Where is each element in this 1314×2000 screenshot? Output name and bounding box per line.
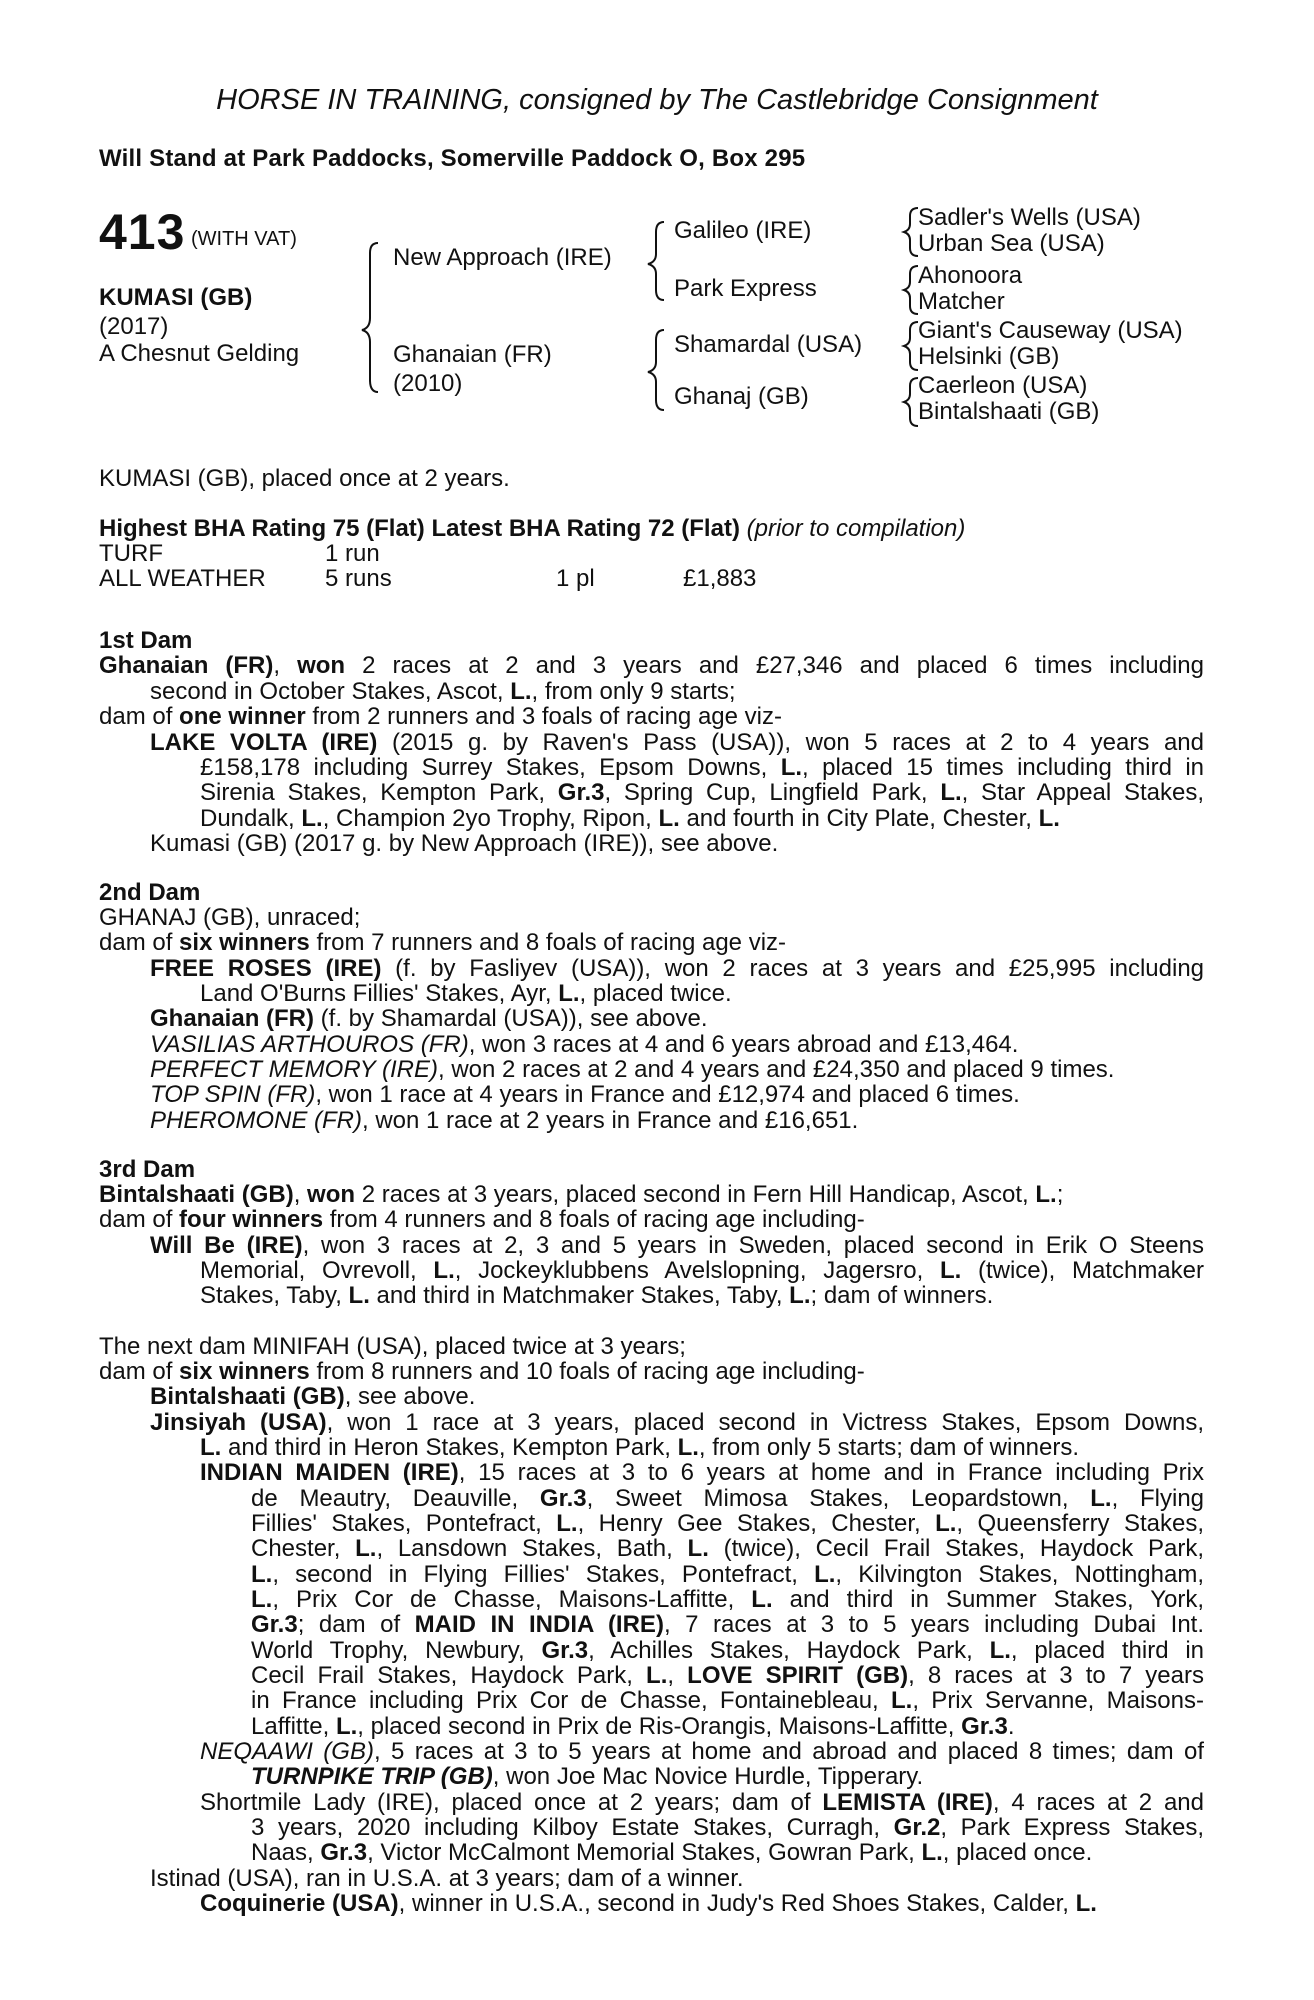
record-text: 2 races at 2 and 3 years and £27,346 and placed 6 times including — [345, 653, 1204, 679]
aw-placed: 1 pl — [556, 565, 595, 592]
record-line — [150, 1410, 1204, 1436]
record-line — [251, 1663, 1204, 1689]
record-text: World Trophy, Newbury, — [251, 1638, 542, 1664]
record-line — [251, 1486, 1204, 1512]
record-line — [200, 1460, 1204, 1486]
record-text: , won 2 races at 2 and 4 years and £24,350 and placed 9 times. — [438, 1056, 1115, 1083]
record-text: and third in Heron Stakes, Kempton Park, — [221, 1434, 678, 1461]
pedigree-ddd: Bintalshaati (GB) — [918, 398, 1100, 425]
record-text: L. — [939, 1258, 962, 1284]
record-text: dam of — [99, 703, 180, 730]
record-line — [99, 1157, 195, 1183]
record-text: six winners — [179, 1358, 310, 1385]
record-text: dam of — [99, 929, 180, 956]
pedigree-dam-dam: Ghanaj (GB) — [674, 383, 809, 410]
record-text: , from only 9 starts; — [531, 678, 736, 705]
record-line — [99, 704, 782, 730]
record-text: , from only 5 starts; dam of winners. — [698, 1434, 1080, 1461]
record-text: (f. by Fasliyev (USA)), won 2 races at 3 years and £25,995 including — [381, 956, 1204, 982]
record-line — [150, 730, 1204, 756]
record-line — [150, 1108, 858, 1134]
record-text: L. — [200, 1434, 222, 1461]
record-text: L. — [814, 1562, 836, 1588]
record-text: from 2 runners and 3 foals of racing age viz- — [305, 703, 782, 730]
record-text: dam of — [99, 1206, 180, 1233]
record-text: 1st Dam — [99, 627, 193, 654]
record-text: MAID IN INDIA (IRE) — [414, 1612, 664, 1638]
record-text: L. — [935, 1511, 957, 1537]
page-title: HORSE IN TRAINING, consigned by The Castlebridge Consignment — [216, 84, 1098, 116]
record-text: , placed third in — [1010, 1638, 1204, 1664]
record-line — [251, 1536, 1204, 1562]
record-text: , 5 races at 3 to 5 years at home and abroad and placed 8 times; dam of — [373, 1739, 1204, 1765]
record-line — [150, 1866, 744, 1892]
record-text: from 8 runners and 10 foals of racing age including- — [309, 1358, 865, 1385]
record-text: Bintalshaati (GB) — [150, 1383, 345, 1410]
record-text: L. — [989, 1638, 1011, 1664]
pedigree-dam-sire: Shamardal (USA) — [674, 331, 863, 358]
record-line — [99, 628, 192, 654]
pedigree-sds: Ahonoora — [918, 262, 1023, 289]
record-text: , won 1 race at 3 years, placed second in Victress Stakes, Epsom Downs, — [326, 1410, 1204, 1436]
record-line — [251, 1587, 1204, 1613]
record-text: and fourth in City Plate, Chester, — [679, 805, 1039, 832]
record-text: , Victor McCalmont Memorial Stakes, Gowran Park, — [367, 1839, 922, 1866]
record-text: LOVE SPIRIT (GB) — [687, 1663, 909, 1689]
record-text: in France including Prix Cor de Chasse, Fontainebleau, — [251, 1688, 892, 1714]
record-text: Gr.2 — [893, 1815, 941, 1841]
record-text: LAKE VOLTA (IRE) — [150, 730, 378, 756]
record-text: from 7 runners and 8 foals of racing age viz- — [309, 929, 787, 956]
record-text: INDIAN MAIDEN (IRE) — [200, 1460, 459, 1486]
record-text: , won 1 race at 2 years in France and £16,651. — [362, 1107, 859, 1134]
record-text: , Prix Servanne, Maisons- — [912, 1688, 1204, 1714]
record-text: second in October Stakes, Ascot, — [150, 678, 511, 705]
record-text: (twice), Matchmaker — [961, 1258, 1204, 1284]
record-text: L. — [921, 1839, 943, 1866]
record-text: Chester, — [251, 1536, 356, 1562]
record-line — [251, 1638, 1204, 1664]
record-text: PHEROMONE (FR) — [150, 1107, 362, 1134]
record-text: , won 3 races at 4 and 6 years abroad and £13,464. — [468, 1031, 1019, 1058]
record-text: from 4 runners and 8 foals of racing age including- — [323, 1206, 865, 1233]
record-text: TOP SPIN (FR) — [150, 1081, 316, 1108]
record-text: L. — [646, 1663, 668, 1689]
record-line — [99, 1359, 865, 1385]
record-text: , won 3 races at 2, 3 and 5 years in Sweden, placed second in Erik O Steens — [302, 1233, 1204, 1259]
horse-name: KUMASI (GB) — [99, 284, 253, 311]
record-text: L. — [335, 1713, 358, 1740]
record-text: , Kilvington Stakes, Nottingham, — [835, 1562, 1204, 1588]
record-text: L. — [355, 1536, 377, 1562]
record-text: (f. by Shamardal (USA)), see above. — [314, 1005, 708, 1032]
ratings-note: (prior to compilation) — [746, 515, 966, 542]
record-text: Ghanaian (FR) — [150, 1005, 315, 1032]
stand-location: Will Stand at Park Paddocks, Somerville Paddock O, Box 295 — [99, 145, 806, 172]
ratings-highest: Highest BHA Rating 75 (Flat) Latest BHA Rating 72 (Flat) — [99, 515, 740, 542]
record-line — [251, 1815, 1204, 1841]
record-line — [99, 1334, 686, 1360]
record-text: , — [667, 1663, 688, 1689]
pedigree-sire: New Approach (IRE) — [393, 244, 612, 271]
pedigree-dds: Caerleon (USA) — [918, 372, 1088, 399]
record-text: 2 races at 3 years, placed second in Fern Hill Handicap, Ascot, — [355, 1181, 1036, 1208]
record-text: won — [307, 1181, 356, 1208]
record-text: , second in Flying Fillies' Stakes, Pontefract, — [272, 1562, 815, 1588]
pedigree-ssd: Urban Sea (USA) — [918, 230, 1105, 257]
record-text: , placed second in Prix de Ris-Orangis, Maisons-Laffitte, — [357, 1713, 962, 1740]
record-text: L. — [687, 1536, 709, 1562]
record-text: , placed once. — [942, 1839, 1093, 1866]
record-text: , 8 races at 3 to 7 years — [908, 1663, 1204, 1689]
pedigree-sss: Sadler's Wells (USA) — [918, 204, 1141, 231]
record-text: Gr.3 — [320, 1839, 368, 1866]
pedigree-dam: Ghanaian (FR) — [393, 341, 552, 368]
record-text: Gr.3 — [539, 1486, 587, 1512]
record-line — [150, 956, 1204, 982]
record-text: (twice), Cecil Frail Stakes, Haydock Park, — [708, 1536, 1204, 1562]
record-text: , Star Appeal Stakes, — [961, 780, 1204, 806]
record-text: Istinad (USA), ran in U.S.A. at 3 years; dam of a winner. — [150, 1865, 744, 1892]
record-text: de Meautry, Deauville, — [251, 1486, 540, 1512]
pedigree-dam-year: (2010) — [393, 370, 463, 397]
record-text: Gr.3 — [541, 1638, 589, 1664]
record-text: Gr.3 — [961, 1713, 1008, 1740]
record-text: L. — [751, 1587, 773, 1613]
record-text: Ghanaian (FR) — [99, 653, 274, 679]
record-line — [150, 1082, 1020, 1108]
record-text: L. — [780, 755, 803, 781]
record-text: Laffitte, — [251, 1713, 336, 1740]
record-text: , Champion 2yo Trophy, Ripon, — [322, 805, 659, 832]
pedigree-sire-sire: Galileo (IRE) — [674, 217, 812, 244]
record-line — [200, 780, 1204, 806]
record-text: 3 years, 2020 including Kilboy Estate Stakes, Curragh, — [251, 1815, 894, 1841]
record-text: Will Be (IRE) — [150, 1233, 303, 1259]
record-line — [251, 1562, 1204, 1588]
record-text: , Henry Gee Stakes, Chester, — [577, 1511, 936, 1537]
record-text: L. — [251, 1587, 273, 1613]
record-text: Memorial, Ovrevoll, — [200, 1258, 434, 1284]
record-line — [251, 1688, 1204, 1714]
record-text: L. — [677, 1434, 699, 1461]
record-line — [99, 905, 360, 931]
turf-label: TURF — [99, 540, 163, 567]
record-line — [99, 880, 200, 906]
record-text: four winners — [179, 1206, 324, 1233]
record-text: , winner in U.S.A., second in Judy's Red Shoes Stakes, Calder, — [398, 1890, 1076, 1917]
record-text: Gr.3 — [251, 1612, 298, 1638]
horse-summary: KUMASI (GB), placed once at 2 years. — [99, 465, 510, 492]
record-text: Dundalk, — [200, 805, 302, 832]
record-text: LEMISTA (IRE) — [822, 1790, 993, 1816]
aw-runs: 5 runs — [325, 565, 392, 592]
aw-label: ALL WEATHER — [99, 565, 266, 592]
record-text: L. — [940, 780, 962, 806]
record-text: Stakes, Taby, — [200, 1282, 349, 1309]
pedigree-sire-dam: Park Express — [674, 275, 817, 302]
record-text: L. — [510, 678, 532, 705]
record-text: Cecil Frail Stakes, Haydock Park, — [251, 1663, 647, 1689]
record-text: Fillies' Stakes, Pontefract, — [251, 1511, 557, 1537]
record-line — [200, 1790, 1204, 1816]
record-line — [150, 679, 736, 705]
record-text: L. — [558, 980, 580, 1007]
record-text: , won Joe Mac Novice Hurdle, Tipperary. — [492, 1763, 924, 1790]
record-text: , Lansdown Stakes, Bath, — [376, 1536, 688, 1562]
foaling-year: (2017) — [99, 313, 169, 340]
record-text: dam of — [99, 1358, 180, 1385]
record-line — [200, 1739, 1204, 1765]
record-line — [200, 1435, 1079, 1461]
record-text: ; dam of — [297, 1612, 415, 1638]
record-text: , 7 races at 3 to 5 years including Dubai Int. — [663, 1612, 1204, 1638]
record-text: and third in Matchmaker Stakes, Taby, — [369, 1282, 790, 1309]
vat-note: (WITH VAT) — [191, 228, 297, 250]
record-text: NEQAAWI (GB) — [200, 1739, 374, 1765]
record-text: six winners — [179, 929, 310, 956]
record-line — [150, 1057, 1114, 1083]
record-text: , 15 races at 3 to 6 years at home and in France including Prix — [458, 1460, 1204, 1486]
record-line — [200, 1283, 993, 1309]
turf-runs: 1 run — [325, 540, 380, 567]
record-line — [251, 1764, 923, 1790]
record-text: , Jockeyklubbens Avelslopning, Jagersro, — [454, 1258, 940, 1284]
record-text: L. — [658, 805, 680, 832]
record-text: Coquinerie (USA) — [200, 1890, 399, 1917]
record-text: (2015 g. by Raven's Pass (USA)), won 5 races at 2 to 4 years and — [377, 730, 1204, 756]
record-text: L. — [251, 1562, 273, 1588]
record-text: , 4 races at 2 and — [992, 1790, 1204, 1816]
record-text: Sirenia Stakes, Kempton Park, — [200, 780, 558, 806]
record-line — [251, 1840, 1092, 1866]
pedigree-sdd: Matcher — [918, 288, 1005, 315]
record-text: , — [293, 1181, 308, 1208]
record-line — [251, 1511, 1204, 1537]
record-text: , Prix Cor de Chasse, Maisons-Laffitte, — [272, 1587, 752, 1613]
record-text: , placed twice. — [579, 980, 732, 1007]
record-text: , — [273, 653, 298, 679]
record-text: ; dam of winners. — [810, 1282, 994, 1309]
record-text: Jinsiyah (USA) — [150, 1410, 327, 1436]
record-line — [150, 1032, 1018, 1058]
pedigree-dss: Giant's Causeway (USA) — [918, 317, 1183, 344]
record-text: L. — [789, 1282, 811, 1309]
record-line — [99, 653, 1204, 679]
record-text: , Spring Cup, Lingfield Park, — [604, 780, 941, 806]
record-line — [200, 1891, 1097, 1917]
record-text: L. — [348, 1282, 370, 1309]
record-text: , see above. — [344, 1383, 476, 1410]
record-text: L. — [1038, 805, 1060, 832]
record-text: Gr.3 — [557, 780, 605, 806]
record-text: Shortmile Lady (IRE), placed once at 2 years; dam of — [200, 1790, 823, 1816]
record-text: , won 1 race at 4 years in France and £12,974 and placed 6 times. — [315, 1081, 1020, 1108]
record-text: L. — [1075, 1890, 1097, 1917]
record-text: L. — [433, 1258, 455, 1284]
aw-prize: £1,883 — [683, 565, 757, 592]
record-text: PERFECT MEMORY (IRE) — [150, 1056, 439, 1083]
record-text: VASILIAS ARTHOUROS (FR) — [150, 1031, 469, 1058]
record-text: £158,178 including Surrey Stakes, Epsom Downs, — [200, 755, 781, 781]
ratings-line — [99, 515, 965, 543]
record-text: TURNPIKE TRIP (GB) — [251, 1763, 493, 1790]
record-line — [200, 1258, 1204, 1284]
record-text: L. — [301, 805, 323, 832]
record-text: , placed 15 times including third in — [802, 755, 1204, 781]
record-text: L. — [1035, 1181, 1057, 1208]
record-text: , Achilles Stakes, Haydock Park, — [588, 1638, 990, 1664]
record-text: one winner — [179, 703, 306, 730]
record-line — [150, 1384, 475, 1410]
record-text: . — [1007, 1713, 1015, 1740]
record-text: L. — [556, 1511, 578, 1537]
record-text: L. — [891, 1688, 913, 1714]
record-line — [200, 806, 1060, 832]
horse-description: A Chesnut Gelding — [99, 340, 300, 367]
record-text: FREE ROSES (IRE) — [150, 956, 382, 982]
record-line — [99, 1207, 865, 1233]
record-line — [150, 1006, 708, 1032]
record-line — [200, 981, 732, 1007]
record-text: , Flying — [1111, 1486, 1204, 1512]
lot-number: 413 — [99, 204, 186, 260]
record-text: 3rd Dam — [99, 1156, 196, 1183]
record-text: won — [297, 653, 346, 679]
record-line — [150, 831, 778, 857]
record-line — [150, 1233, 1204, 1259]
record-text: , Park Express Stakes, — [940, 1815, 1204, 1841]
record-text: and third in Summer Stakes, York, — [772, 1587, 1204, 1613]
record-text: The next dam MINIFAH (USA), placed twice at 3 years; — [99, 1333, 686, 1360]
record-text: , Sweet Mimosa Stakes, Leopardstown, — [586, 1486, 1091, 1512]
record-line — [200, 755, 1204, 781]
pedigree-dsd: Helsinki (GB) — [918, 343, 1060, 370]
record-text: , Queensferry Stakes, — [956, 1511, 1204, 1537]
record-line — [251, 1714, 1015, 1740]
record-text: Kumasi (GB) (2017 g. by New Approach (IRE)), see above. — [150, 830, 779, 857]
record-text: GHANAJ (GB), unraced; — [99, 904, 361, 931]
record-text: L. — [1090, 1486, 1112, 1512]
record-line — [99, 1182, 1063, 1208]
record-text: Land O'Burns Fillies' Stakes, Ayr, — [200, 980, 559, 1007]
record-line — [251, 1612, 1204, 1638]
record-text: Naas, — [251, 1839, 321, 1866]
record-text: Bintalshaati (GB) — [99, 1181, 294, 1208]
record-text: 2nd Dam — [99, 879, 201, 906]
record-text: ; — [1056, 1181, 1064, 1208]
record-line — [99, 930, 786, 956]
